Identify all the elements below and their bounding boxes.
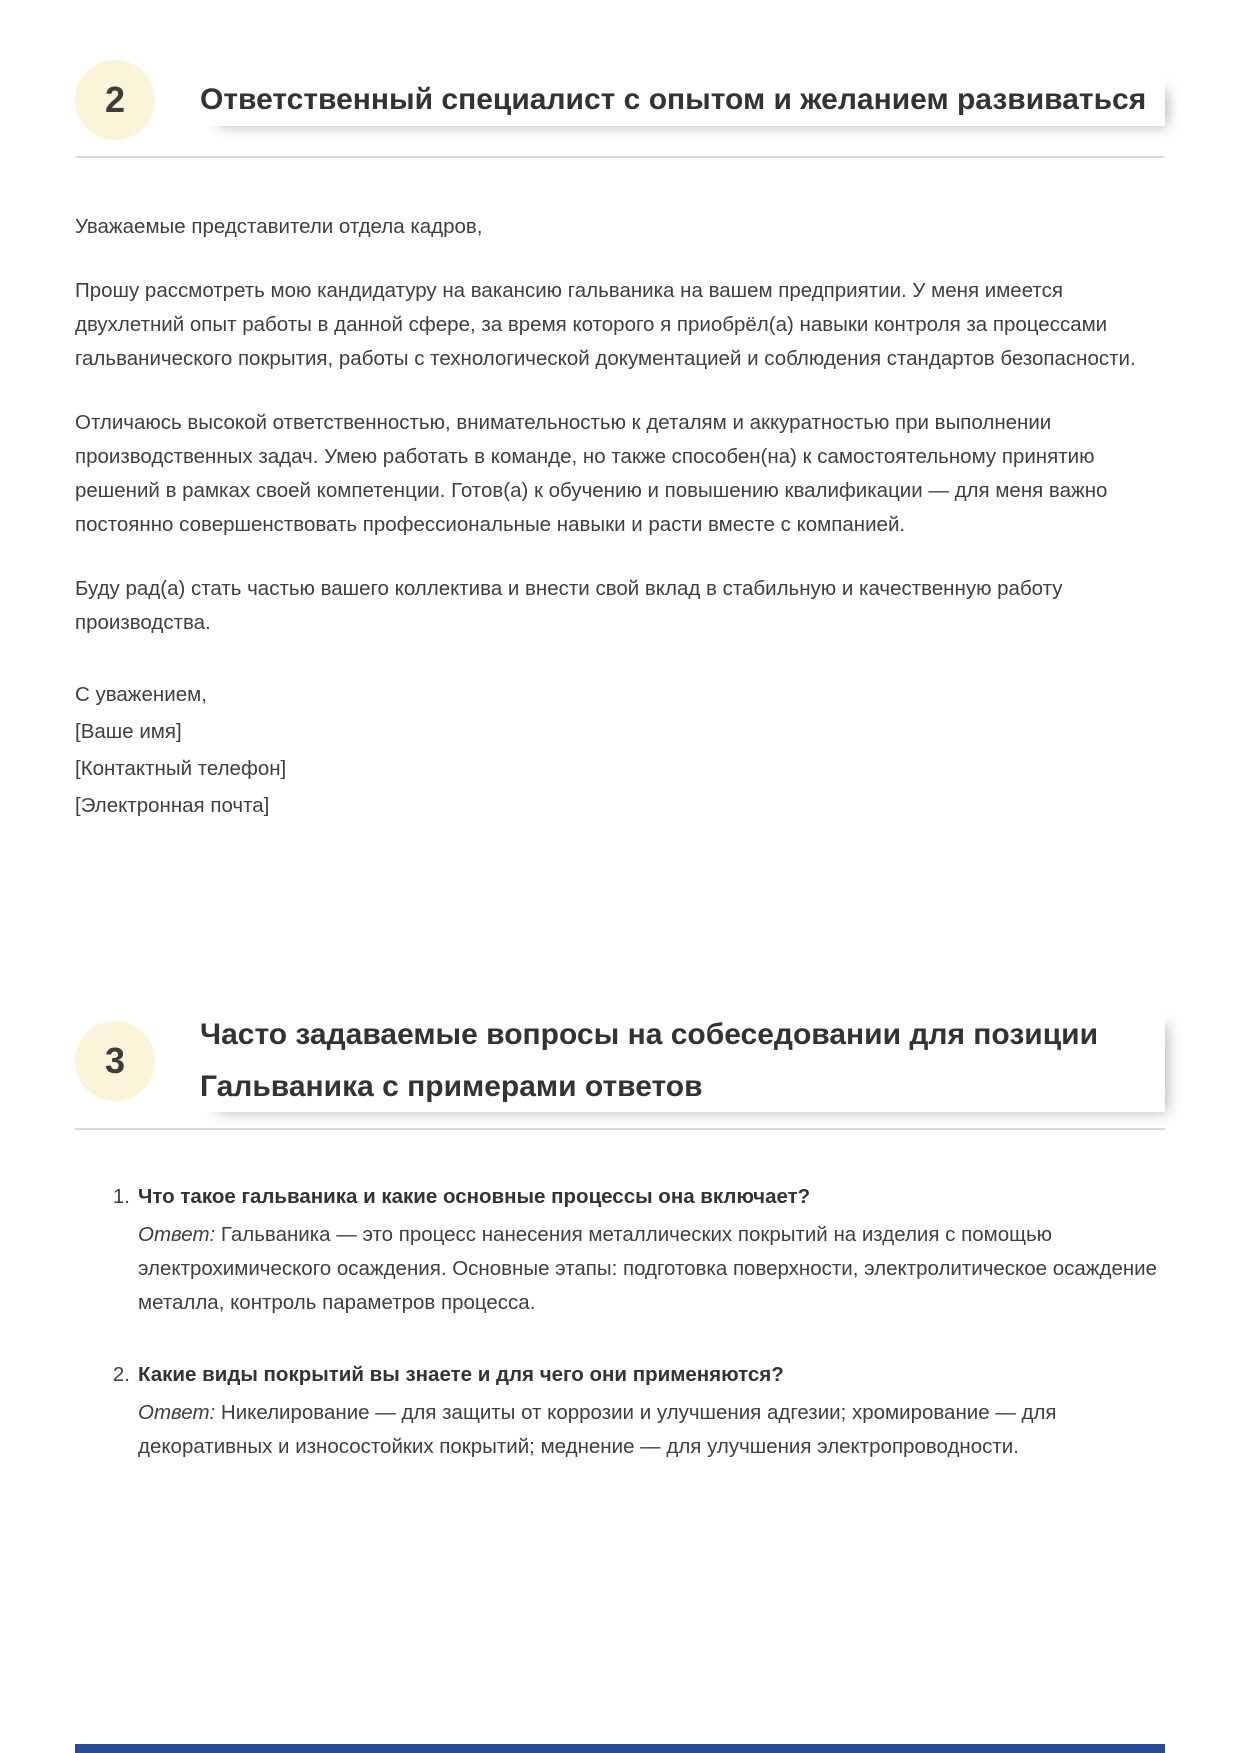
signature-line: [Ваше имя] xyxy=(75,720,182,743)
paragraph: Прошу рассмотреть мою кандидатуру на вакансию гальваника на вашем предприятии. У меня имеется двухлетний опыт работы в данной сфере, за время которого я приобрёл(а) навыки контроля за процессами гальванического покрытия, работы с технологической документацией и соблюдения стандартов безопасности. xyxy=(75,279,1136,370)
section-cover-letter xyxy=(75,60,1165,824)
section-title: Ответственный специалист с опытом и желанием развиваться xyxy=(200,74,1165,126)
answer-text: Гальваника — это процесс нанесения металлических покрытий на изделия с помощью электрохимического осаждения. Основные этапы: подготовка поверхности, электролитическое осаждение металла, контроль параметров процесса. xyxy=(138,1223,1158,1315)
paragraph: Буду рад(а) стать частью вашего коллектива и внести свой вклад в стабильную и качественную работу производства. xyxy=(75,577,1063,634)
next-section-top-bar xyxy=(75,1744,1165,1753)
section-faq xyxy=(75,1009,1165,1464)
section-header xyxy=(75,60,1165,140)
cover-letter-body xyxy=(75,210,1165,824)
question-text: Что такое гальваника и какие основные процессы она включает? xyxy=(138,1185,811,1209)
answer-paragraph xyxy=(138,1396,1165,1464)
question-line xyxy=(108,1358,1165,1392)
section-divider xyxy=(75,1128,1165,1130)
section-number-badge xyxy=(75,1021,155,1101)
answer-label: Ответ: xyxy=(138,1223,216,1247)
section-number-badge xyxy=(75,60,155,140)
section-number: 3 xyxy=(104,1039,126,1081)
signature-line: [Электронная почта] xyxy=(75,794,270,817)
signature-line: С уважением, xyxy=(75,683,207,706)
question-line xyxy=(108,1180,1165,1214)
answer-paragraph xyxy=(138,1218,1165,1320)
qa-item xyxy=(108,1180,1165,1320)
paragraph: Уважаемые представители отдела кадров, xyxy=(75,215,483,238)
answer-label: Ответ: xyxy=(138,1401,216,1425)
answer-text: Никелирование — для защиты от коррозии и улучшения адгезии; хромирование — для декоративных и износостойких покрытий; меднение — для улучшения электропроводности. xyxy=(138,1401,1057,1459)
paragraph: Отличаюсь высокой ответственностью, внимательностью к деталям и аккуратностью при выполнении производственных задач. Умею работать в команде, но также способен(на) к самостоятельному принятию решений в рамках своей компетенции. Готов(а) к обучению и повышению квалификации — для меня важно постоянно совершенствовать профессиональные навыки и расти вместе с компанией. xyxy=(75,411,1108,536)
qa-item xyxy=(108,1358,1165,1464)
section-number: 2 xyxy=(104,79,126,120)
question-number: 2. xyxy=(112,1363,130,1387)
question-text: Какие виды покрытий вы знаете и для чего они применяются? xyxy=(138,1363,784,1387)
section-header xyxy=(75,1009,1165,1112)
signature-block xyxy=(75,676,1165,824)
question-number: 1. xyxy=(112,1185,130,1209)
signature-line: [Контактный телефон] xyxy=(75,757,287,780)
section-divider xyxy=(75,156,1165,158)
section-title: Часто задаваемые вопросы на собеседовании для позиции Гальваника с примерами ответов xyxy=(200,1009,1165,1112)
qa-list xyxy=(75,1180,1165,1464)
